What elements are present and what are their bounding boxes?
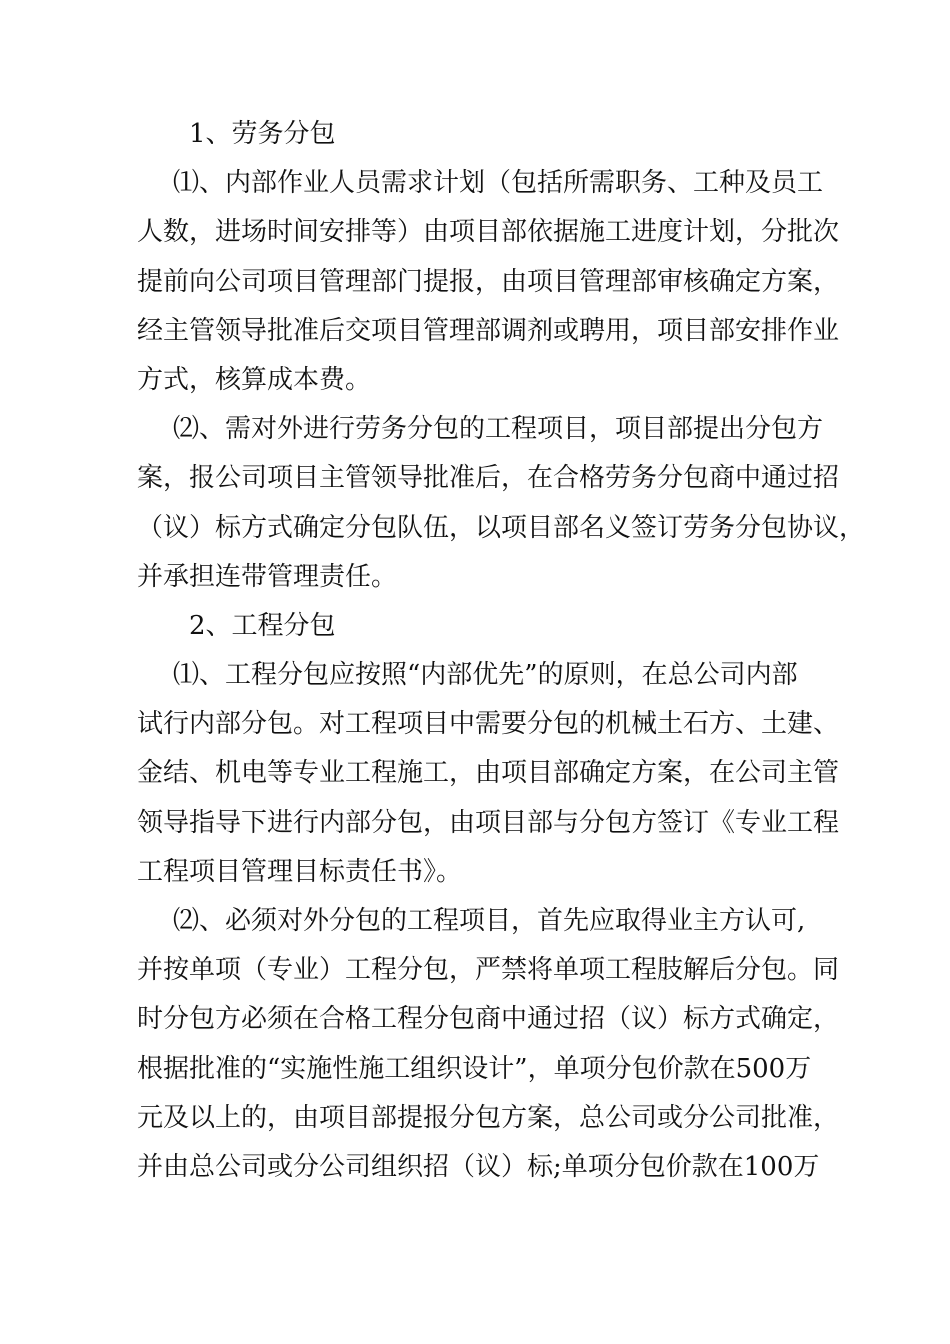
paragraph-line: 工程项目管理目标责任书》。 [137, 856, 463, 887]
section-heading-labor-subcontract: 1、劳务分包 [189, 119, 336, 149]
paragraph-line: 并由总公司或分公司组织招（议）标;单项分包价款在100万 [137, 1151, 820, 1182]
paragraph-line: 领导指导下进行内部分包，由项目部与分包方签订《专业工程 [137, 807, 840, 838]
paragraph-line: ⑵、必须对外分包的工程项目，首先应取得业主方认可, [173, 906, 806, 936]
paragraph-line: 并按单项（专业）工程分包，严禁将单项工程肢解后分包。同 [137, 955, 840, 986]
document-body [137, 110, 866, 1192]
paragraph-line: 提前向公司项目管理部门提报，由项目管理部审核确定方案， [137, 266, 840, 297]
paragraph-line: 案，报公司项目主管领导批准后，在合格劳务分包商中通过招 [137, 463, 840, 494]
paragraph-line: 人数，进场时间安排等）由项目部依据施工进度计划，分批次 [137, 217, 840, 248]
section-heading-engineering-subcontract: 2、工程分包 [189, 610, 336, 641]
paragraph-line: （议）标方式确定分包队伍，以项目部名义签订劳务分包协议， [137, 512, 866, 543]
paragraph-line: 试行内部分包。对工程项目中需要分包的机械土石方、土建、 [137, 709, 840, 740]
paragraph-line: 并承担连带管理责任。 [137, 561, 398, 592]
paragraph-line: ⑴、内部作业人员需求计划（包括所需职务、工种及员工 [173, 168, 824, 199]
paragraph-line: 元及以上的，由项目部提报分包方案，总公司或分公司批准， [137, 1102, 840, 1133]
paragraph-line: ⑵、需对外进行劳务分包的工程项目，项目部提出分包方 [173, 414, 824, 445]
paragraph-line: 金结、机电等专业工程施工，由项目部确定方案，在公司主管 [137, 758, 840, 789]
paragraph-line: 根据批准的“实施性施工组织设计”，单项分包价款在500万 [137, 1053, 812, 1084]
paragraph-line: 经主管领导批准后交项目管理部调剂或聘用，项目部安排作业 [137, 315, 840, 346]
paragraph-line: 方式，核算成本费。 [137, 364, 372, 395]
paragraph-line: 时分包方必须在合格工程分包商中通过招（议）标方式确定， [137, 1004, 840, 1035]
paragraph-line: ⑴、工程分包应按照“内部优先”的原则，在总公司内部 [173, 660, 798, 691]
